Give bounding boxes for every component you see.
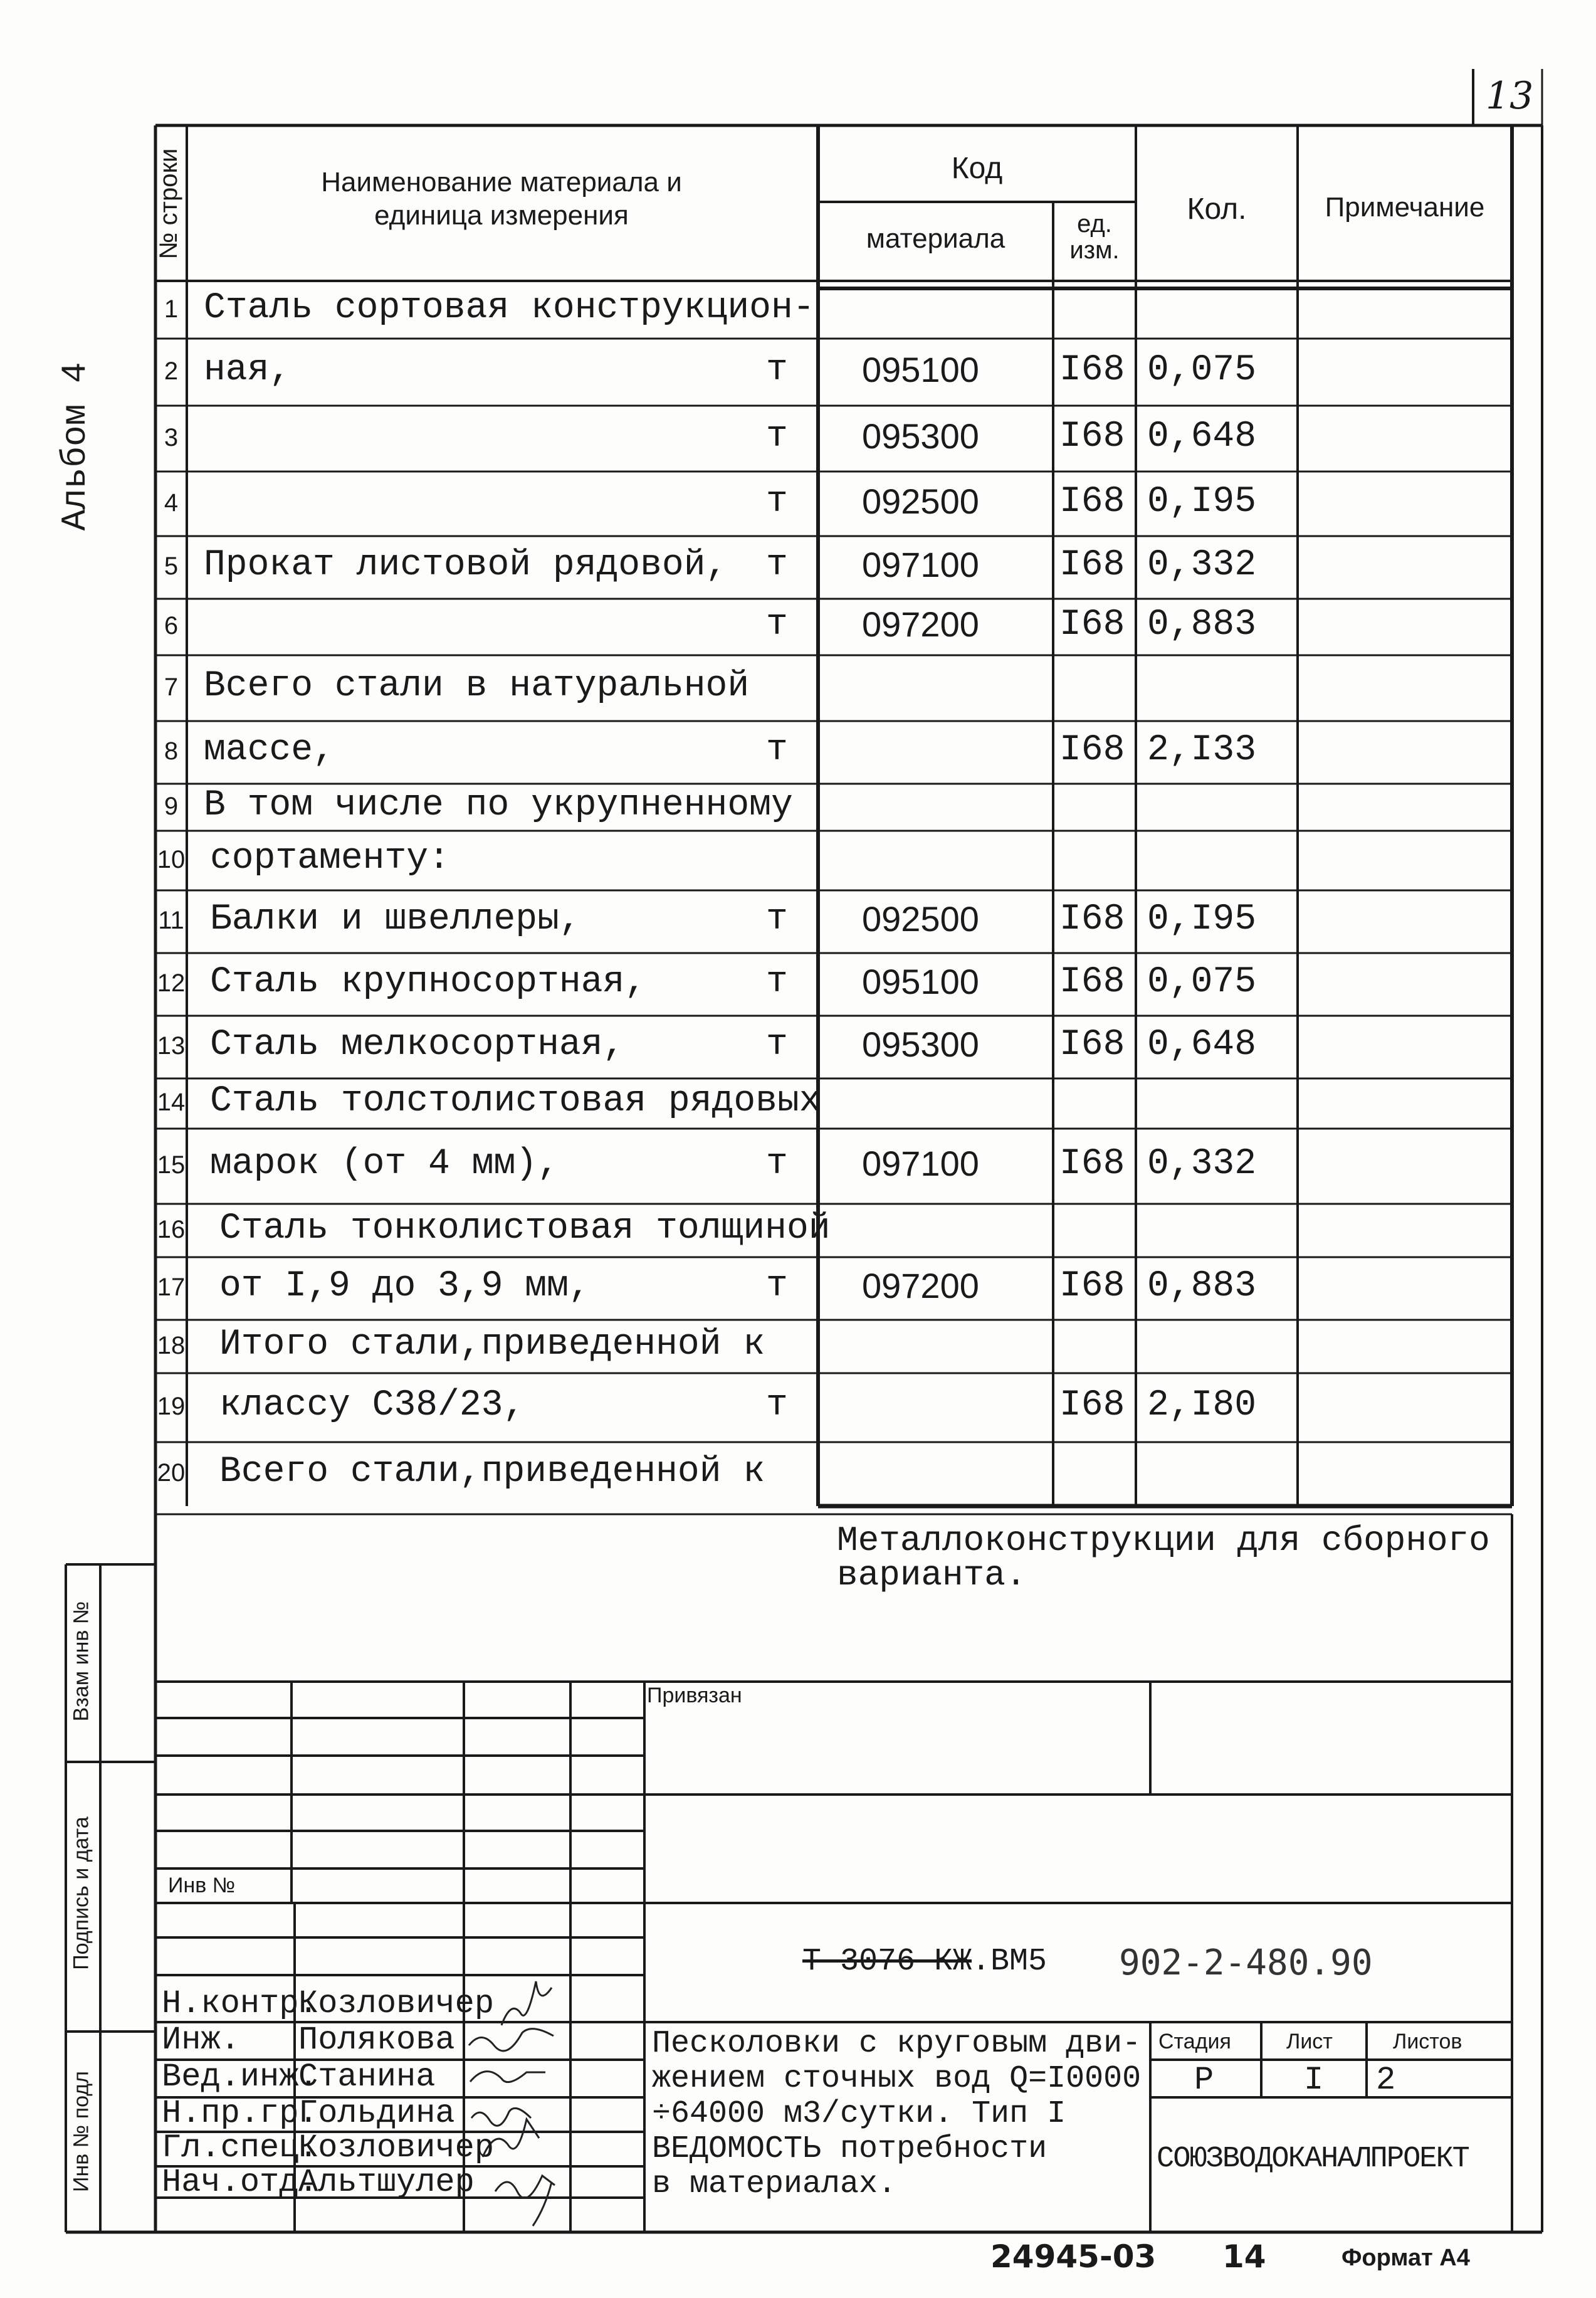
row-unit: т [766,349,788,391]
row-number: 20 [157,1459,186,1487]
signatory-role: Н.пр.гр. [162,2095,318,2132]
row-number: 6 [164,612,179,640]
row-number: 7 [164,673,179,701]
row-unit: т [766,481,788,522]
row-material-code: 095300 [862,1025,979,1064]
stage-value: Р [1194,2062,1214,2099]
row-material-code: 095100 [862,962,979,1001]
row-unit: т [766,416,788,457]
row-material-code: 095100 [862,349,979,389]
row-number: 19 [157,1393,186,1420]
row-unit: т [766,1266,788,1307]
drawing-title-line: в материалах. [652,2166,897,2202]
row-unit-code: I68 [1059,962,1125,1003]
caption-line-1: Металлоконструкции для сборного [837,1521,1490,1561]
row-qty: 0,883 [1147,1266,1257,1307]
album-label: Альбом 4 [55,362,95,531]
row-qty: 0,I95 [1147,899,1257,940]
row-number: 14 [157,1088,186,1116]
row-unit-code: I68 [1059,899,1125,940]
side-label-vzam: Взам инв № [69,1601,93,1722]
header-code-unit: ед. изм. [1069,210,1120,264]
sheet-label: Лист [1286,2030,1333,2053]
doc-code-suffix: .ВМ5 [972,1944,1047,1979]
row-unit: т [766,899,788,940]
row-unit: т [766,730,788,771]
drawing-title-line: жением сточных вод Q=I0000 [652,2061,1142,2097]
row-unit: т [766,962,788,1003]
header-row-no: № строки [155,148,182,260]
row-qty: 2,I33 [1147,730,1257,771]
stamp-inv-no: Инв № [168,1874,236,1897]
signatory-name: Козловичер [298,1985,495,2022]
signatory-name: Станина [298,2058,436,2095]
row-name: классу С38/23, [219,1385,525,1426]
row-name: Сталь мелкосортная, [210,1025,625,1065]
header-note: Примечание [1325,192,1485,223]
header-code-material: материала [866,223,1005,254]
row-unit: т [766,604,788,645]
signatory-name: Гольдина [298,2095,455,2132]
stamp-privyazan: Привязан [647,1684,742,1707]
row-number: 2 [164,357,179,385]
row-number: 8 [164,737,179,765]
signatory-role: Инж. [162,2021,240,2058]
row-name: сортаменту: [210,838,450,879]
row-number: 4 [164,488,179,517]
row-qty: 0,075 [1147,962,1257,1003]
signatory-role: Гл.спец. [162,2129,318,2166]
header-qty: Кол. [1187,192,1247,226]
row-qty: 0,332 [1147,1144,1257,1184]
row-name: Итого стали,приведенной к [219,1324,765,1365]
row-name: Сталь толстолистовая рядовых [210,1081,821,1122]
signatory-name: Козловичер [298,2129,495,2166]
row-unit-code: I68 [1059,545,1125,586]
row-number: 3 [164,423,179,451]
signatory-name: Полякова [298,2021,455,2058]
row-unit-code: I68 [1059,349,1125,391]
row-number: 16 [157,1215,186,1243]
row-unit-code: I68 [1059,730,1125,771]
row-qty: 0,I95 [1147,481,1257,522]
page-number: 13 [1486,74,1534,118]
caption-line-2: варианта. [837,1555,1027,1595]
row-material-code: 097200 [862,604,979,644]
drawing-title-line: ÷64000 м3/сутки. Тип I [652,2096,1066,2132]
row-name: В том числе по укрупненному [204,784,793,826]
stage-label: Стадия [1158,2030,1231,2053]
row-number: 10 [157,845,186,873]
row-material-code: 097100 [862,545,979,584]
row-number: 9 [164,792,179,820]
row-unit-code: I68 [1059,416,1125,457]
doc-code-struck: Т 3076-КЖ [802,1944,972,1979]
doc-code-handwritten: 902-2-480.90 [1119,1942,1373,1983]
header-name: Наименование материала и единица измерения [321,167,682,231]
drawing-title-line: ВЕДОМОСТЬ потребности [652,2131,1047,2167]
row-qty: 0,648 [1147,416,1257,457]
row-unit-code: I68 [1059,604,1125,645]
row-name: Всего стали в натуральной [204,665,750,707]
signatory-name: Альтшулер [298,2164,475,2201]
row-material-code: 092500 [862,481,979,521]
row-number: 12 [157,969,186,997]
row-number: 17 [157,1273,186,1301]
row-name: Всего стали,приведенной к [219,1452,765,1492]
signatory-role: Нач.отд. [162,2164,318,2201]
archive-number: 24945-03 [990,2238,1157,2275]
row-unit: т [766,1385,788,1426]
row-number: 5 [164,552,179,580]
side-label-podpis: Подпись и дата [69,1816,93,1970]
row-number: 13 [157,1032,186,1060]
row-number: 18 [157,1331,186,1359]
row-qty: 0,075 [1147,349,1257,391]
drawing-title-line: Песколовки с круговым дви- [652,2026,1142,2062]
header-code: Код [951,152,1003,185]
row-qty: 0,648 [1147,1025,1257,1065]
organization: СОЮЗВОДОКАНАЛПРОЕКТ [1157,2143,1469,2176]
row-unit-code: I68 [1059,481,1125,522]
row-unit-code: I68 [1059,1385,1125,1426]
row-material-code: 095300 [862,416,979,456]
sheet-value: I [1304,2062,1324,2099]
row-unit-code: I68 [1059,1266,1125,1307]
format-label: Формат А4 [1341,2245,1470,2271]
row-unit-code: I68 [1059,1144,1125,1184]
sheets-value: 2 [1376,2062,1396,2099]
row-material-code: 092500 [862,899,979,939]
row-name: Балки и швеллеры, [210,899,581,940]
row-number: 1 [164,295,179,323]
row-name: Сталь тонколистовая толщиной [219,1208,831,1249]
row-name: Сталь сортовая конструкцион- [204,288,815,329]
row-number: 11 [158,907,184,934]
signatory-role: Н.контр. [162,1985,318,2022]
row-name: Прокат листовой рядовой, [204,545,728,586]
row-unit-code: I68 [1059,1025,1125,1065]
row-name: Сталь крупносортная, [210,962,647,1003]
side-label-inv-podl: Инв № подл [69,2071,93,2192]
sheets-label: Листов [1393,2030,1462,2053]
row-qty: 2,I80 [1147,1385,1257,1426]
row-material-code: 097100 [862,1144,979,1183]
signatory-role: Вед.инж. [162,2058,318,2095]
row-unit: т [766,1144,788,1184]
row-name: от I,9 до 3,9 мм, [219,1266,591,1307]
row-material-code: 097200 [862,1266,979,1305]
row-name: массе, [204,730,335,771]
row-qty: 0,883 [1147,604,1257,645]
doc-code [802,1944,1047,1979]
row-number: 15 [157,1151,186,1179]
row-name: ная, [204,349,291,391]
row-qty: 0,332 [1147,545,1257,586]
row-unit: т [766,545,788,586]
row-name: марок (от 4 мм), [210,1144,559,1184]
footer-page: 14 [1222,2238,1266,2275]
row-unit: т [766,1025,788,1065]
